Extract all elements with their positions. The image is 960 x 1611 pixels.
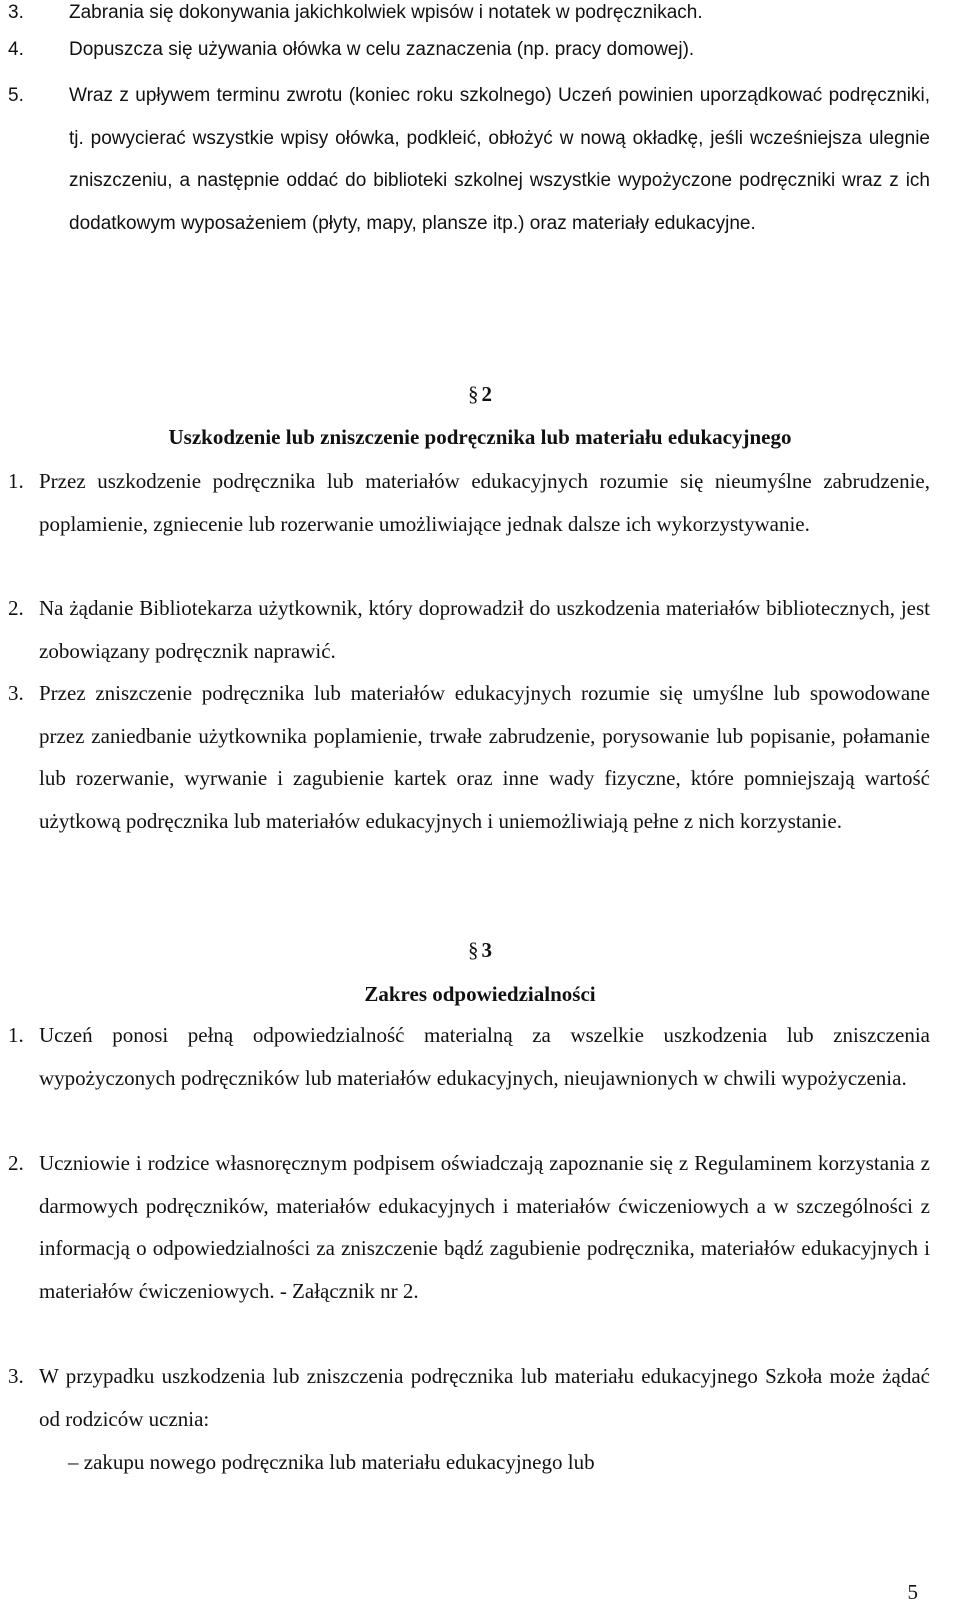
item-number: 1. xyxy=(8,469,24,493)
item-text: Uczniowie i rodzice własnoręcznym podpisem oświadczają zapoznanie się z Regulaminem korzystania z darmowych podręczników, materiałów edukacyjnych i materiałów ćwiczeniowych a w szczególności z informacją o odpowiedzialności za zniszczenie bądź zagubienie podręcznika, materiałów edukacyjnych i materiałów ćwiczeniowych. - Załącznik nr 2. xyxy=(39,1151,930,1303)
item-number: 4. xyxy=(8,39,24,60)
item-text: Przez uszkodzenie podręcznika lub materiałów edukacyjnych rozumie się nieumyślne zabrudzenie, poplamienie, zgniecenie lub rozerwanie umożliwiające jednak dalsze ich wykorzystywanie. xyxy=(39,469,930,536)
section-number-value: 3 xyxy=(481,938,492,962)
item-number: 2. xyxy=(8,1151,24,1175)
item-text: Dopuszcza się używania ołówka w celu zaznaczenia (np. pracy domowej). xyxy=(69,39,695,60)
list-item xyxy=(8,672,930,842)
list-item xyxy=(8,1014,930,1099)
section-number-value: 2 xyxy=(481,382,492,406)
dash-list-item: – zakupu nowego podręcznika lub materiału edukacyjnego lub xyxy=(68,1450,595,1474)
item-number: 3. xyxy=(8,681,24,705)
section-title: Uszkodzenie lub zniszczenie podręcznika lub materiału edukacyjnego xyxy=(168,425,792,449)
list-item xyxy=(8,1142,930,1312)
item-text: Zabrania się dokonywania jakichkolwiek wpisów i notatek w podręcznikach. xyxy=(69,2,703,23)
item-number: 3. xyxy=(8,2,24,23)
list-item xyxy=(8,1355,930,1440)
list-item xyxy=(8,29,930,72)
section-title: Zakres odpowiedzialności xyxy=(364,982,596,1006)
item-number: 3. xyxy=(8,1364,24,1388)
item-text: Wraz z upływem terminu zwrotu (koniec roku szkolnego) Uczeń powinien uporządkować podręczniki, tj. powycierać wszystkie wpisy ołówka, podkleić, obłożyć w nową okładkę, jeśli wcześniejsza ulegnie zniszczeniu, a następnie oddać do biblioteki szkolnej wszystkie wypożyczone podręczniki wraz z ich dodatkowym wyposażeniem (płyty, mapy, plansze itp.) oraz materiały edukacyjne. xyxy=(69,85,930,234)
list-item xyxy=(8,587,930,672)
section-number xyxy=(0,938,960,963)
item-text: Uczeń ponosi pełną odpowiedzialność materialną za wszelkie uszkodzenia lub zniszczenia wypożyczonych podręczników lub materiałów edukacyjnych, nieujawnionych w chwili wypożyczenia. xyxy=(39,1023,930,1090)
list-item xyxy=(8,75,930,245)
paragraph-symbol: § xyxy=(468,938,479,962)
list-item xyxy=(8,460,930,545)
item-number: 2. xyxy=(8,596,24,620)
item-text: W przypadku uszkodzenia lub zniszczenia podręcznika lub materiału edukacyjnego Szkoła może żądać od rodziców ucznia: xyxy=(39,1364,930,1431)
item-text: Przez zniszczenie podręcznika lub materiałów edukacyjnych rozumie się umyślne lub spowodowane przez zaniedbanie użytkownika poplamienie, trwałe zabrudzenie, porysowanie lub popisanie, połamanie lub rozerwanie, wyrwanie i zagubienie kartek oraz inne wady fizyczne, które pomniejszają wartość użytkową podręcznika lub materiałów edukacyjnych i uniemożliwiają pełne z nich korzystanie. xyxy=(39,681,930,833)
page-number: 5 xyxy=(907,1580,918,1604)
item-number: 5. xyxy=(8,85,24,106)
section-number xyxy=(0,382,960,407)
item-text: Na żądanie Bibliotekarza użytkownik, który doprowadził do uszkodzenia materiałów bibliotecznych, jest zobowiązany podręcznik naprawić. xyxy=(39,596,930,663)
paragraph-symbol: § xyxy=(468,382,479,406)
item-number: 1. xyxy=(8,1023,24,1047)
